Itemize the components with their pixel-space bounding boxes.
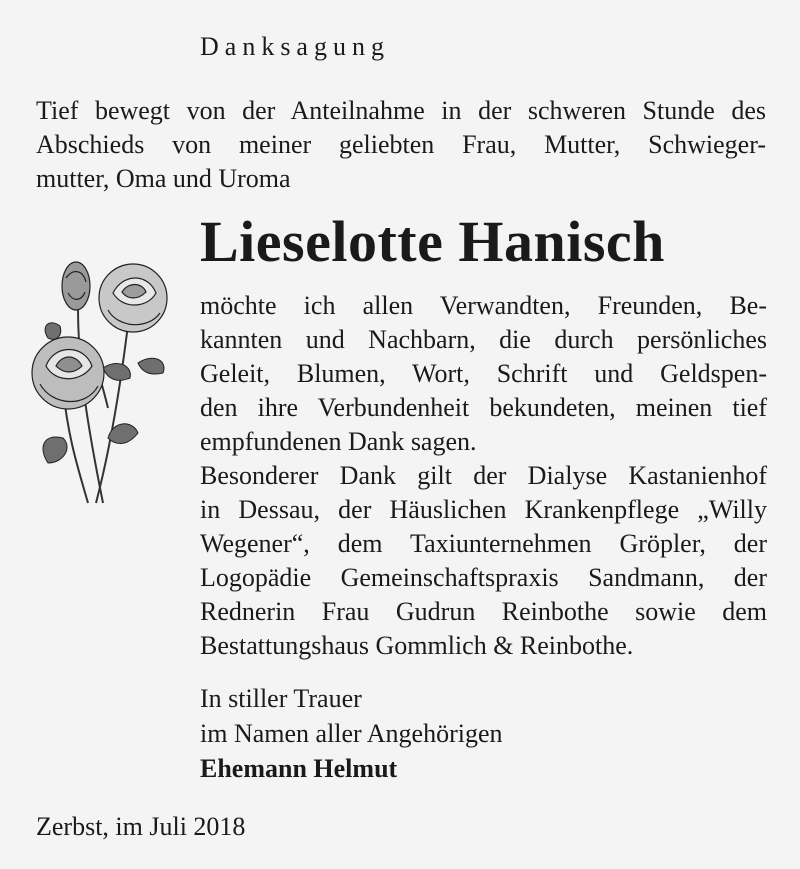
body-line: möchte ich allen Verwandten, Freunden, Be-	[200, 291, 767, 320]
closing-line: In stiller Trauer	[200, 684, 362, 713]
body-line: kannten und Nachbarn, die durch persönliches	[200, 325, 767, 354]
body-line: Logopädie Gemeinschaftspraxis Sandmann, der	[200, 563, 767, 592]
heading: Danksagung	[200, 32, 390, 61]
closing-block	[200, 681, 503, 786]
deceased-name: Lieselotte Hanisch	[200, 209, 665, 274]
body-line: Wegener“, dem Taxiunternehmen Gröpler, der	[200, 529, 767, 558]
intro-line: Tief bewegt von der Anteilnahme in der schweren Stunde des	[36, 96, 766, 125]
signer-name: Ehemann Helmut	[200, 754, 398, 783]
body-line: empfundenen Dank sagen.	[200, 427, 477, 456]
intro-line: Abschieds von meiner geliebten Frau, Mutter, Schwieger-	[36, 130, 766, 159]
body-line: Bestattungshaus Gommlich & Reinbothe.	[200, 631, 634, 660]
body-line: den ihre Verbundenheit bekundeten, meinen tief	[200, 393, 767, 422]
body-line: Besonderer Dank gilt der Dialyse Kastanienhof	[200, 461, 767, 490]
body-text	[200, 289, 767, 663]
intro-text	[36, 94, 766, 196]
body-line: Geleit, Blumen, Wort, Schrift und Geldspen-	[200, 359, 767, 388]
intro-line: mutter, Oma und Uroma	[36, 164, 291, 193]
place-date: Zerbst, im Juli 2018	[36, 812, 246, 841]
body-line: Rednerin Frau Gudrun Reinbothe sowie dem	[200, 597, 767, 626]
closing-line: im Namen aller Angehörigen	[200, 719, 503, 748]
roses-illustration-icon	[18, 248, 188, 508]
body-line: in Dessau, der Häuslichen Krankenpflege „Willy	[200, 495, 767, 524]
